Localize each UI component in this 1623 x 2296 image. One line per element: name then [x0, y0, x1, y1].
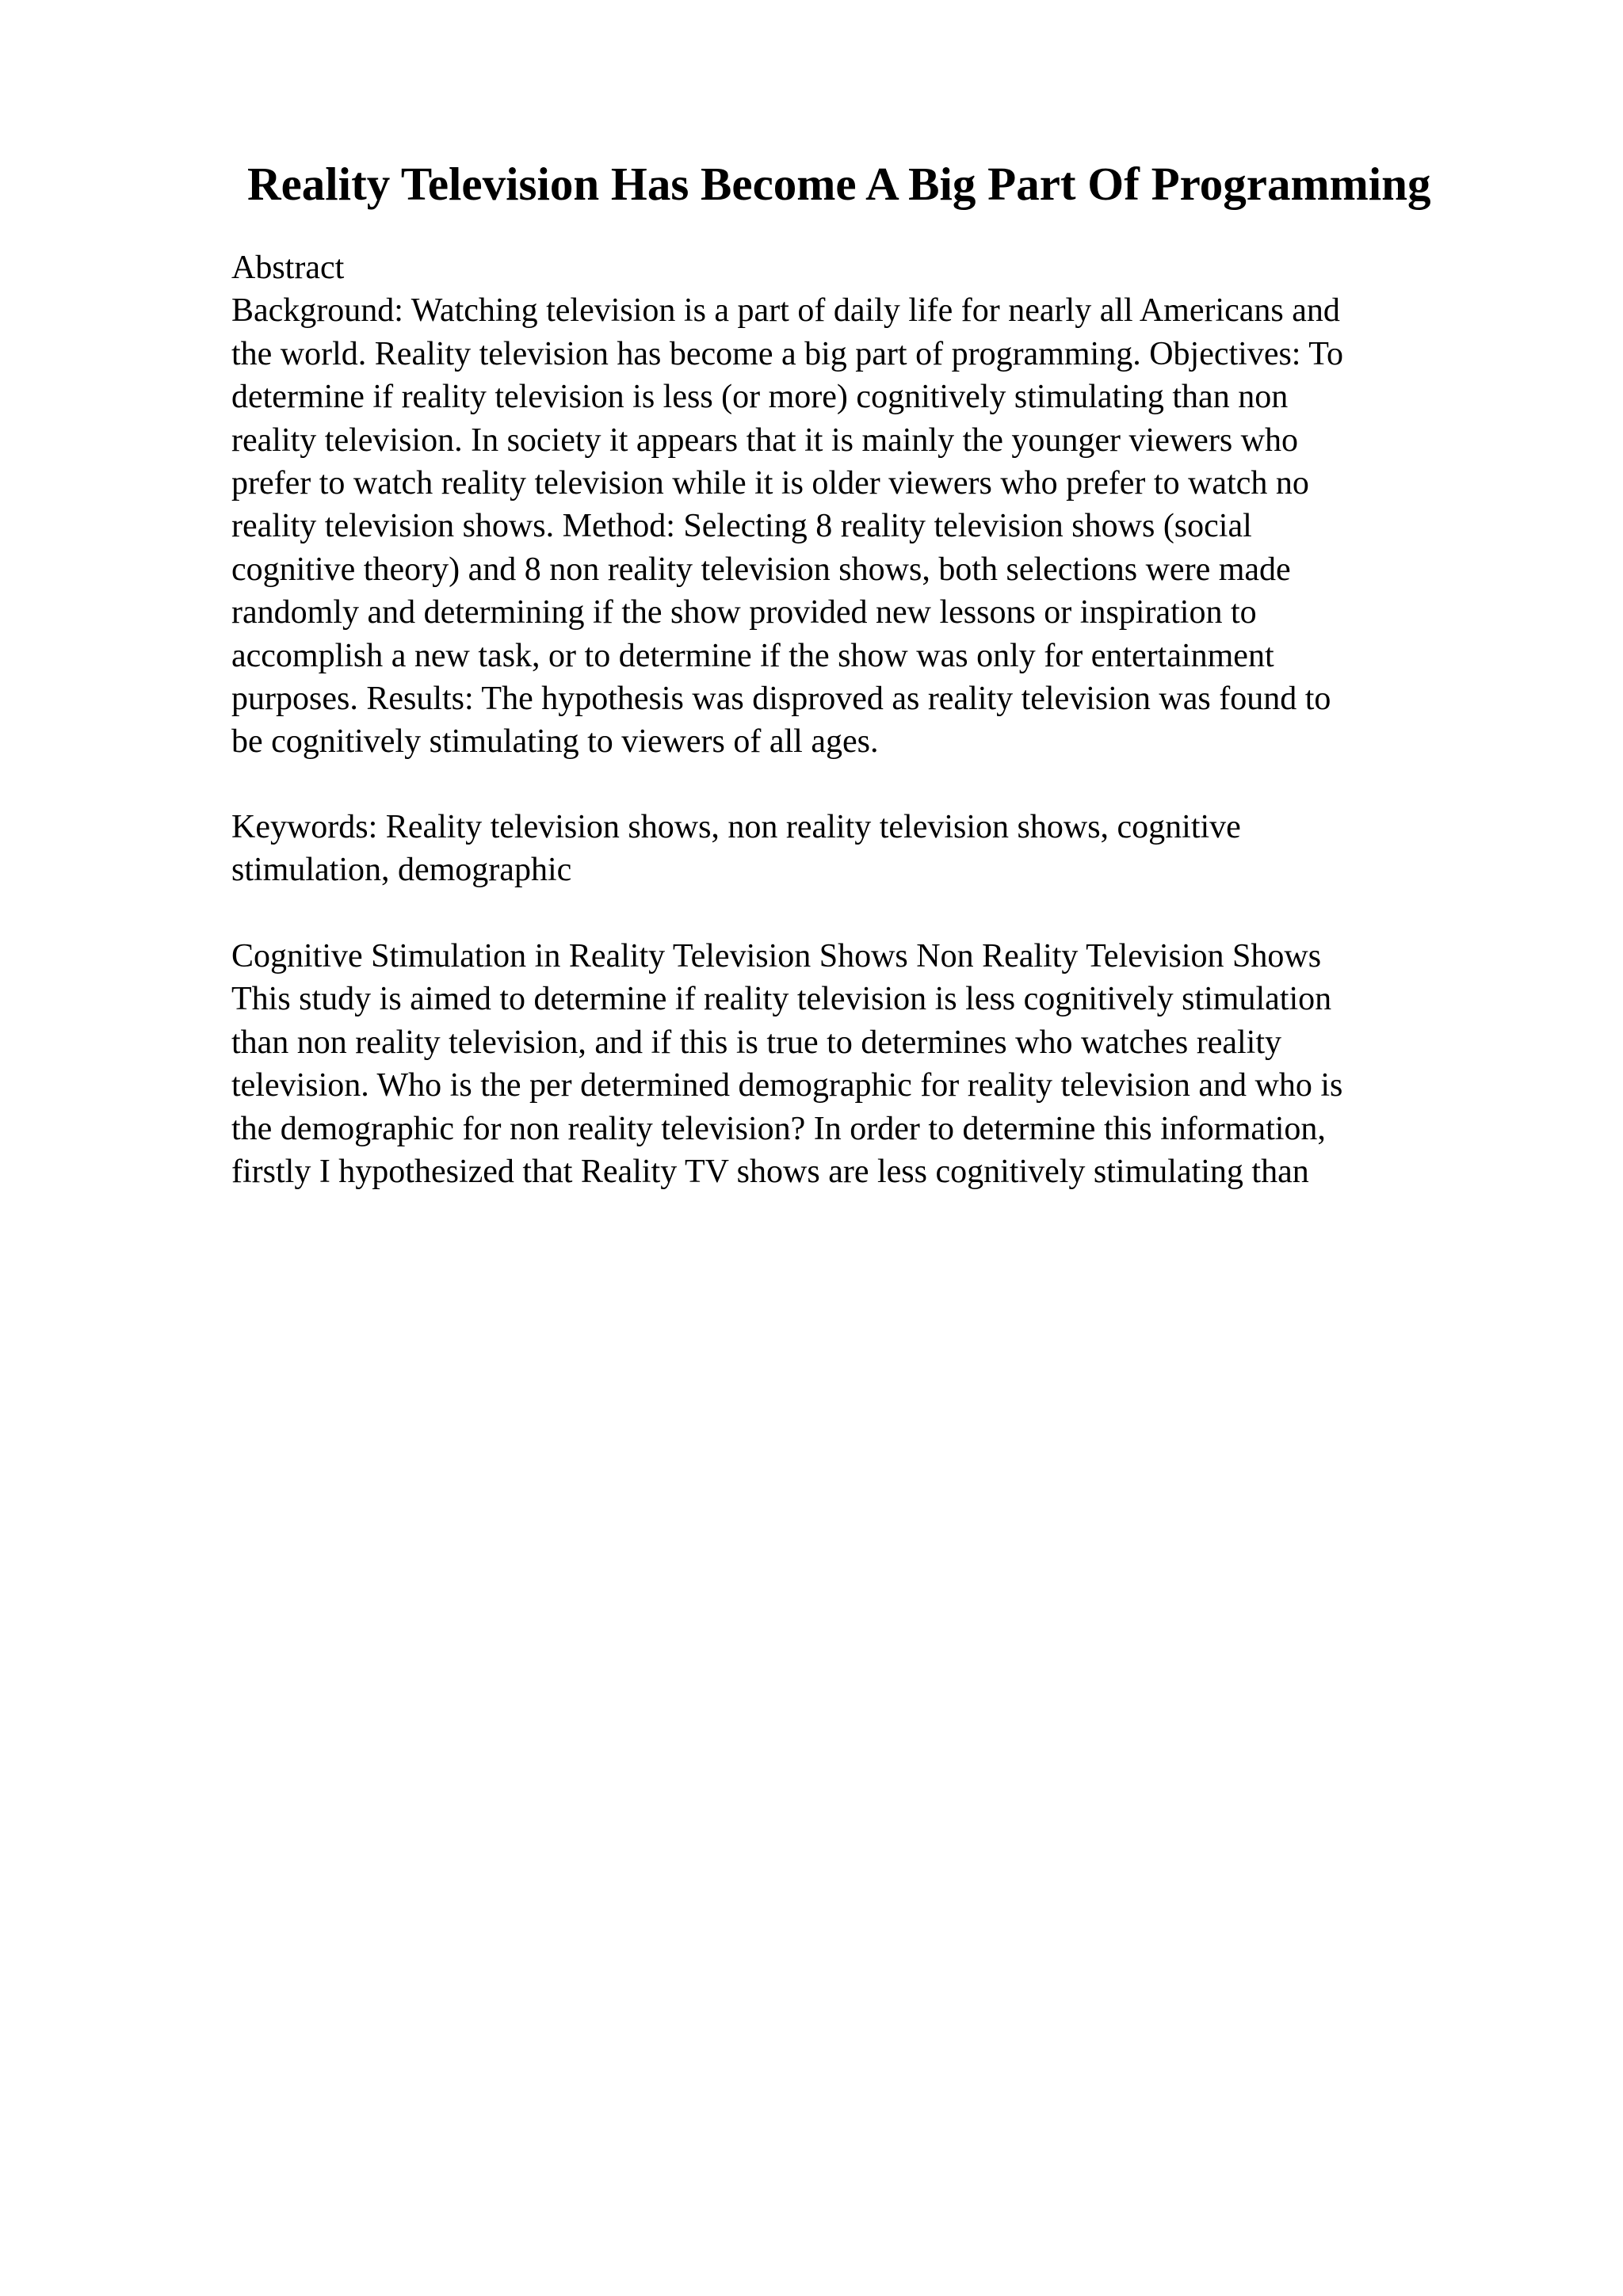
document-title: Reality Television Has Become A Big Part Of Programming — [247, 158, 1431, 210]
body-line: firstly I hypothesized that Reality TV shows are less cognitively stimulating than — [231, 1154, 1309, 1191]
abstract-heading: Abstract — [231, 250, 345, 286]
abstract-line: reality television. In society it appears that it is mainly the younger viewers who — [231, 421, 1298, 459]
body-line: This study is aimed to determine if reality television is less cognitively stimulation — [231, 981, 1332, 1018]
abstract-line: prefer to watch reality television while it is older viewers who prefer to watch no — [231, 465, 1309, 502]
abstract-line: be cognitively stimulating to viewers of all ages. — [231, 723, 879, 761]
abstract-line: the world. Reality television has become a big part of programming. Objectives: To — [231, 335, 1343, 372]
body-line: television. Who is the per determined demographic for reality television and who is — [231, 1067, 1343, 1104]
keywords-section — [231, 806, 1515, 892]
abstract-line: cognitive theory) and 8 non reality television shows, both selections were made — [231, 551, 1291, 588]
abstract-line: randomly and determining if the show provided new lessons or inspiration to — [231, 594, 1257, 631]
keywords-line: Keywords: Reality television shows, non reality television shows, cognitive — [231, 809, 1241, 845]
abstract-line: determine if reality television is less (or more) cognitively stimulating than non — [231, 379, 1289, 416]
keywords-line: stimulation, demographic — [231, 852, 572, 889]
abstract-section — [231, 246, 1515, 764]
body-line: the demographic for non reality television? In order to determine this information, — [231, 1110, 1326, 1147]
abstract-line: accomplish a new task, or to determine if the show was only for entertainment — [231, 637, 1274, 674]
body-line: than non reality television, and if this is true to determines who watches reality — [231, 1024, 1281, 1061]
section-heading: Cognitive Stimulation in Reality Television Shows Non Reality Television Shows — [231, 938, 1322, 974]
abstract-line: reality television shows. Method: Selecting 8 reality television shows (social — [231, 508, 1252, 545]
abstract-line: Background: Watching television is a part of daily life for nearly all Americans and — [231, 292, 1340, 330]
body-section — [231, 935, 1515, 1193]
abstract-line: purposes. Results: The hypothesis was disproved as reality television was found to — [231, 681, 1331, 718]
